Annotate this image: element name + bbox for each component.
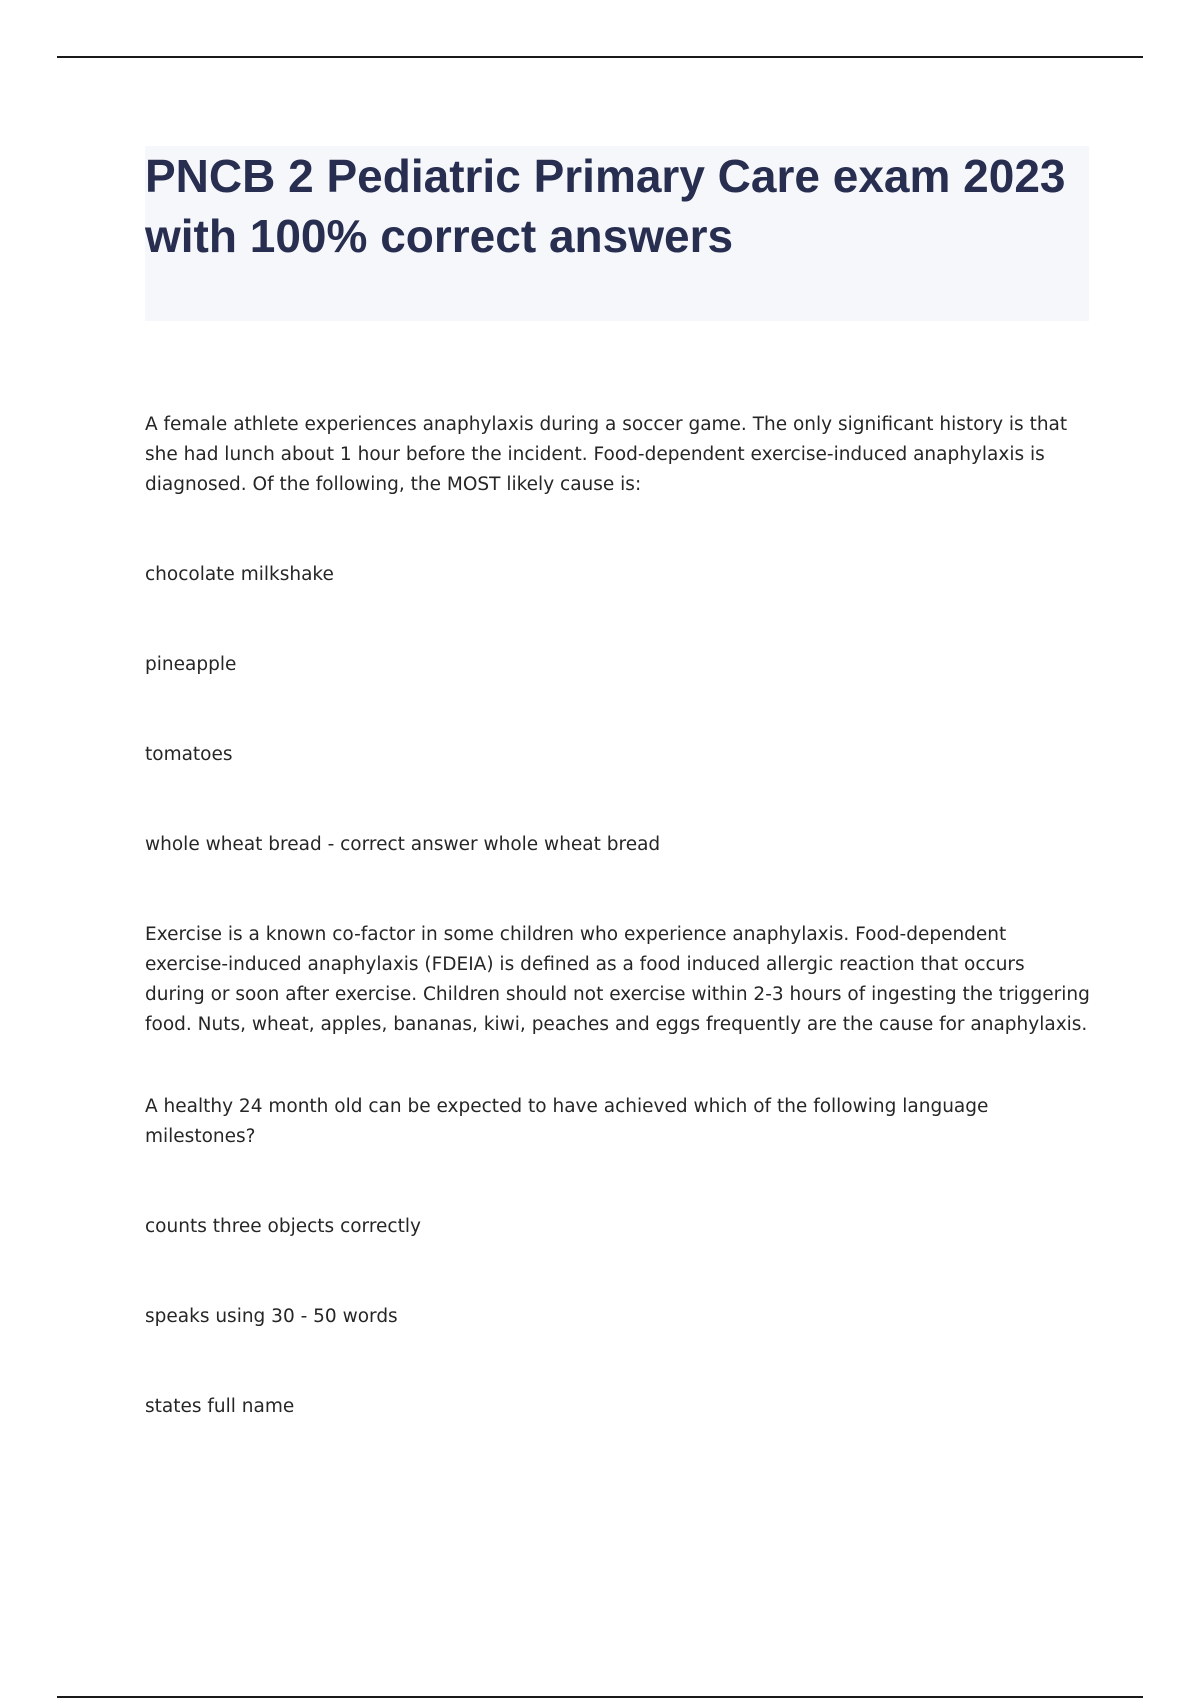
question-2-option-c: states full name (145, 1396, 295, 1417)
top-divider (57, 56, 1143, 58)
bottom-divider (57, 1696, 1143, 1698)
document-title: PNCB 2 Pediatric Primary Care exam 2023 with 100% correct answers (145, 150, 1066, 262)
question-1-explanation: Exercise is a known co-factor in some children who experience anaphylaxis. Food-dependent exercise-induced anaphylaxis (FDEIA) is defined as a food induced allergic reaction that occurs during or soon after exercise. Children should not exercise within 2-3 hours of ingesting the triggering food. Nuts, wheat, apples, bananas, kiwi, peaches and eggs frequently are the cause for anaphylaxis. (145, 924, 1090, 1035)
question-1-option-c: tomatoes (145, 744, 233, 765)
question-2-option-b: speaks using 30 - 50 words (145, 1306, 398, 1327)
document-body (145, 410, 1090, 1422)
question-2-prompt: A healthy 24 month old can be expected to have achieved which of the following language milestones? (145, 1096, 989, 1147)
question-1-prompt: A female athlete experiences anaphylaxis during a soccer game. The only significant history is that she had lunch about 1 hour before the incident. Food-dependent exercise-induced anaphylaxis is diagnosed. Of the following, the MOST likely cause is: (145, 414, 1068, 495)
question-2-option-a: counts three objects correctly (145, 1216, 421, 1237)
question-1-option-a: chocolate milkshake (145, 564, 334, 585)
question-1-option-b: pineapple (145, 654, 237, 675)
question-1-option-d-correct-answer: whole wheat bread - correct answer whole wheat bread (145, 834, 661, 855)
